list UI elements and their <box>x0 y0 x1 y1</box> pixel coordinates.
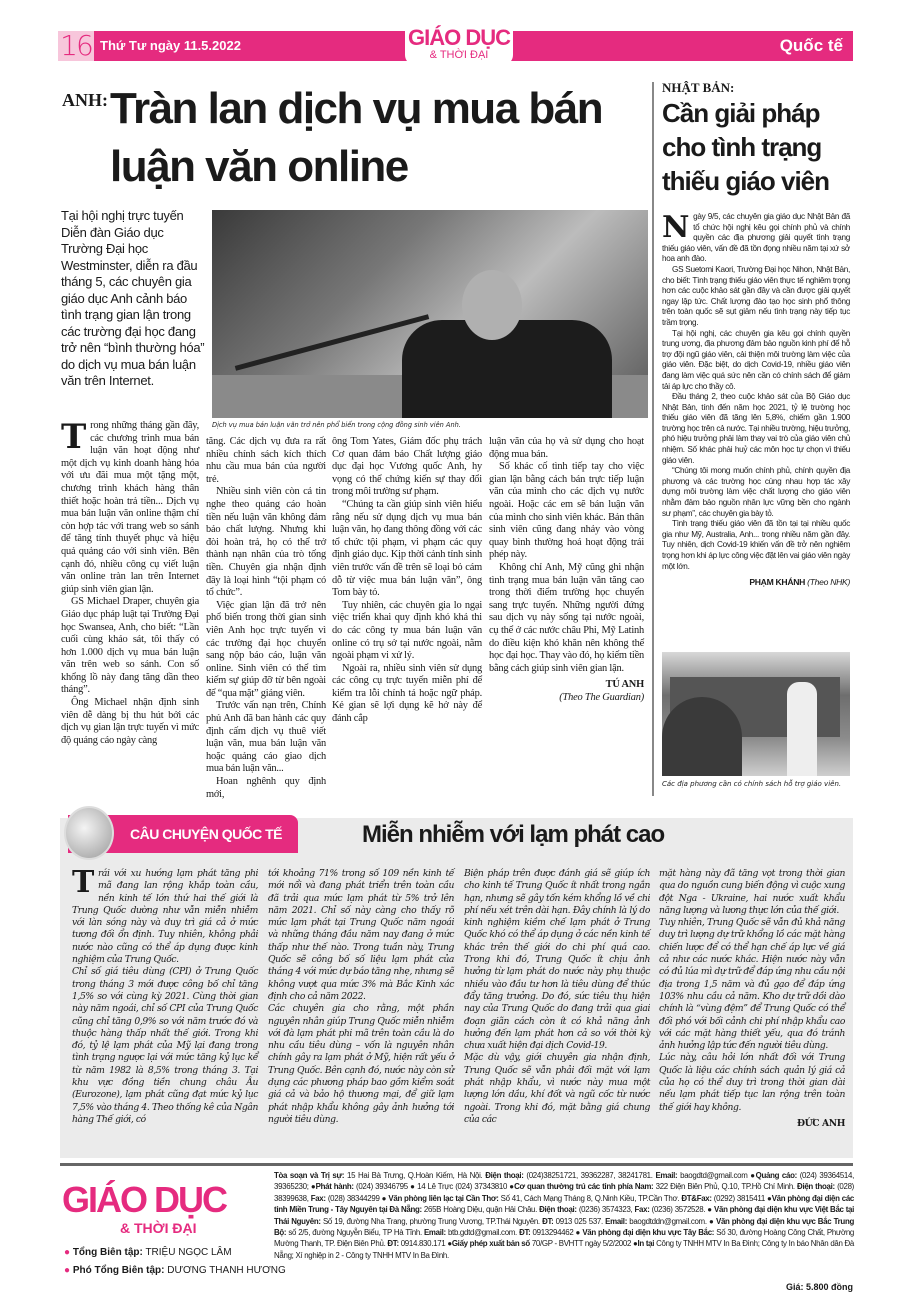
paragraph: Tuy nhiên, các chuyên gia lo ngại việc triển khai quy định khó khả thi do các công ty mua bán luận văn online có trụ sở tại nước ngoài, nằm ngoài phạm vi xử lý. <box>332 599 482 662</box>
info-label: ●In tại <box>633 1239 655 1249</box>
paragraph: Trái với xu hướng lạm phát tăng phi mã đang lan rộng khắp toàn cầu, nền kinh tế lớn thứ hai thế giới là Trung Quốc dường như vẫn miễn nhiễm với làn sóng này và duy trì giá cả ở mức tương đối ổn định. Tuy nhiên, không phải nước nào cũng có thể áp dụng được kinh nghiệm của Trung Quốc. <box>72 865 258 966</box>
paragraph: Tuy nhiên, Trung Quốc sẽ vẫn đủ khả năng duy trì lượng dự trữ khổng lồ các mặt hàng chiến lược để có thể hạn chế áp lực về giá cả như các nước khác. Hiện nước này vẫn có đủ lúa mì dự trữ để đáp ứng nhu cầu nội địa trong 1,5 năm và đủ gạo để đáp ứng 103% nhu cầu cả năm. Kho dự trữ dồi dào chính là “vùng đệm” để Trung Quốc có thể đối phó với bối cảnh chi phí nhập khẩu cao với các mặt hàng thiết yếu, qua đó tránh ảnh hưởng lập tức đến người tiêu dùng. <box>659 917 845 1052</box>
photo-caption: Các địa phương cần có chính sách hỗ trợ giáo viên. <box>662 780 842 788</box>
side-headline: Cần giải pháp cho tình trạng thiếu giáo viên <box>662 98 830 196</box>
info-text: 0913 025 537. <box>553 1216 606 1226</box>
paragraph: Biện pháp trên được đánh giá sẽ giúp ích cho kinh tế Trung Quốc ít nhất trong ngắn hạn, nhưng sẽ gây tốn kém khổng lồ về chi phí nếu xét trên dài hạn. Đây chính là lý do kinh nghiệm kiềm chế lạm phát ở Trung Quốc khó có thể áp dụng ở các nền kinh tế khác trên thế giới do chi phí quá cao. Trong khi đó, Trung Quốc ít chịu ảnh hưởng từ lạm phát do nước này phụ thuộc nhiều vào đầu tư hơn là tiêu dùng để thúc đẩy tăng trưởng. Do đó, sức tiêu thụ hiện nay của Trung Quốc do đang trải qua giai đoạn giãn cách còn ít có khả năng ảnh hưởng đến lạm phát hơn cả so với thời kỳ chưa xuất hiện đại dịch Covid-19. <box>464 868 650 1052</box>
info-text: Số 19, đường Nha Trang, phường Trung Vương, TP.Thái Nguyên. <box>320 1216 543 1226</box>
info-text: Số 30, đường Hoàng Công Chất, Phường Mường Thanh, TP. Điện Biên Phủ. <box>274 1228 854 1249</box>
info-text: (024) 39364514, 39365230; <box>274 1171 854 1192</box>
info-label: ●Cơ quan thường trú các tỉnh phía Nam: <box>509 1182 654 1192</box>
price: Giá: 5.800 đồng <box>785 1282 853 1292</box>
section-name: Quốc tế <box>779 36 843 55</box>
logo-line2: & THỜI ĐẠI <box>429 49 489 61</box>
paragraph: Các chuyên gia cho rằng, một phần nguyên nhân giúp Trung Quốc miễn nhiễm với đà lạm phát phi mã trên toàn cầu là do nhu cầu tiêu dùng – vốn là nguyên nhân chính gây ra lạm phát ở Mỹ, hiện rất yếu ở Trung Quốc. Bên cạnh đó, nước này còn sử dụng các phương pháp bao gồm kiểm soát giá cả và bảo hộ thương mại, để giữ lạm phát nhập khẩu không gây ảnh hưởng tới người tiêu dùng. <box>268 1003 454 1125</box>
paragraph: Việc gian lận đã trở nên phổ biến trong thời gian sinh viên Anh học trực tuyến vì các trường đại học chuyển sang nộp báo cáo, luận văn online. Sinh viên có thể tìm kiếm sự giúp đỡ từ bên ngoài để “qua mặt” giảng viên. <box>206 599 326 699</box>
paragraph: Ông Michael nhận định sinh viên dễ dàng bị thu hút bởi các dịch vụ gian lận trực tuyến vì mức độ quảng cáo ngày càng <box>61 697 199 746</box>
info-label: Fax: <box>634 1205 650 1215</box>
info-text: (028) 38399638, <box>274 1182 855 1203</box>
info-text: (028) 38344299 <box>325 1193 382 1203</box>
main-column-2 <box>206 436 326 801</box>
info-label: ● Văn phòng liên lạc tại Cần Thơ: <box>381 1193 499 1203</box>
feature-column-4 <box>659 868 845 1130</box>
paragraph: ông Tom Yates, Giám đốc phụ trách Cơ quan đảm bảo Chất lượng giáo dục đại học Vương quốc Anh, hy vọng có thể chứng kiến sự thay đổi trong môi trường sư phạm. <box>332 436 482 498</box>
info-label: Fax: <box>310 1193 326 1203</box>
paragraph: Trước vấn nạn trên, Chính phủ Anh đã ban hành các quy định cấm dịch vụ thuê viết luận văn, mua bán luận văn hoặc quảng cáo giao dịch mua bán luận văn... <box>206 700 326 775</box>
main-column-1 <box>61 417 199 747</box>
footer-logo: GIÁO DỤC <box>62 1179 226 1220</box>
side-byline: PHẠM KHÁNH (Theo NHK) <box>749 577 850 588</box>
main-column-4 <box>489 436 644 704</box>
paragraph: tăng. Các dịch vụ đưa ra rất nhiều chính sách kích thích nhu cầu mua bán của người trẻ. <box>206 436 326 485</box>
side-kicker: NHẬT BẢN: <box>662 80 735 95</box>
author: TÚ ANH <box>605 679 644 691</box>
drop-cap: N <box>662 210 690 245</box>
paragraph: Chỉ số giá tiêu dùng (CPI) ở Trung Quốc trong tháng 3 mới được công bố chỉ tăng 1,5% so với cùng kỳ 2021. Cùng thời gian này năm ngoái, chỉ số CPI của Trung Quốc cũng chỉ tăng 0,9% so với năm trước đó và thuộc hàng thấp nhất thế giới. Trong khi đó, tỷ lệ lạm phát của Mỹ lại đang trong tình trạng ngược lại với mức tăng kỷ lục kể từ năm 1982 là 8,5% trong tháng 3. Tại khu vực đồng tiền chung châu Âu (Eurozone), lạm phát cũng đạt mức kỷ lục 7,5% vào tháng 4. Theo thống kê của Ngân hàng Thế giới, có <box>72 966 258 1125</box>
info-label: ĐT: <box>387 1239 399 1249</box>
info-label: ● Văn phòng đại diện khu vực Việt Bắc tại Thái Nguyên: <box>274 1205 855 1226</box>
feature-column-1 <box>72 865 258 1126</box>
feature-column-3 <box>464 868 650 1126</box>
page-number: 16 <box>58 31 94 61</box>
info-label: Tòa soạn và Trị sự: <box>274 1171 345 1180</box>
author: ĐỨC ANH <box>797 1117 845 1129</box>
info-text: (024)38251721, 39362287, 38241781. <box>523 1171 656 1180</box>
info-label: ● Văn phòng đại diện khu vực Tây Bắc: <box>575 1228 715 1238</box>
globe-icon <box>64 806 114 860</box>
info-text: btb.gdtd@gmail.com. <box>445 1228 520 1238</box>
info-text: 322 Điện Biên Phủ, Q.10, TP.Hồ Chí Minh. <box>653 1182 798 1192</box>
info-text: (0236) 3574323, <box>576 1205 635 1215</box>
paragraph: Ngày 9/5, các chuyên gia giáo dục Nhật Bản đã tổ chức hội nghị kêu gọi chính phủ và chính quyền các địa phương giải quyết tình trạng thiếu giáo viên, vấn đề đã tồn đọng nhiều năm tại xứ sở hoa anh đào. <box>662 210 850 264</box>
footer-logo-sub: & THỜI ĐẠI <box>120 1220 197 1236</box>
info-text: (024) 39346795 ● 14 Lê Trực (024) 37343810 <box>353 1182 510 1192</box>
info-text: (0292) 3815411 <box>711 1193 768 1203</box>
student-laptop-photo <box>212 210 648 418</box>
info-text: 15 Hai Bà Trưng, Q.Hoàn Kiếm, Hà Nội. <box>344 1171 486 1180</box>
photo-caption: Dịch vụ mua bán luận văn trở nên phổ biến trong cộng đồng sinh viên Anh. <box>212 421 461 429</box>
info-text: Số 41, Cách Mạng Tháng 8, Q.Ninh Kiều, TP.Cần Thơ. <box>498 1193 682 1203</box>
drop-cap: T <box>72 865 94 900</box>
source: (Theo The Guardian) <box>559 691 644 703</box>
main-kicker: ANH: <box>62 90 108 110</box>
editor-in-chief: ● Tổng Biên tập: TRIỆU NGỌC LÂM <box>64 1247 232 1258</box>
deputy-editor: ● Phó Tổng Biên tập: DƯƠNG THANH HƯƠNG <box>64 1265 286 1276</box>
info-label: ĐT: <box>542 1216 554 1226</box>
paragraph: GS Suetomi Kaori, Trường Đại học Nihon, Nhật Bản, cho biết: Tình trạng thiếu giáo viên thực tế nghiêm trọng hơn các cuộc khảo sát gần đây và cần được giải quyết ngay lập tức. Chất lượng đào tạo học sinh phổ thông trên toàn quốc sẽ sụt giảm nếu tình trạng này tiếp tục trầm trọng. <box>662 264 850 327</box>
paragraph: Tại hội nghị, các chuyên gia kêu gọi chính quyền trung ương, địa phương đảm bảo nguồn kinh phí để hỗ trợ đội ngũ giáo viên, cải thiện môi trường làm việc của giáo viên. Đặc biệt, do dịch Covid-19, nhiều giáo viên đang làm việc quá sức nên cần có chính sách để giảm tải áp lực cho thầy cô. <box>662 328 850 391</box>
paragraph: Hoan nghênh quy định mới, <box>206 776 326 800</box>
paragraph: Nhiều sinh viên còn cả tin nghe theo quảng cáo hoàn tiền nếu luận văn không đảm bảo chất lượng. Nhưng khi đòi hoàn trả, họ có thể trở thành nạn nhân của trò tống tiền. Chuyên gia nhận định đây là loại hình “tội phạm có tổ chức”. <box>206 486 326 599</box>
info-label: ●Giấy phép xuất bản số <box>447 1239 530 1249</box>
paragraph: GS Michael Draper, chuyên gia Giáo dục pháp luật tại Trường Đại học Swansea, Anh, cho biết: “Lần cuối cùng khảo sát, tôi thấy có hơn 1.000 dịch vụ mua bán luận văn trên web so sánh. Con số khổng lồ này đang tăng dần theo tháng”. <box>61 596 199 696</box>
info-text: 0914.830.171 <box>398 1239 448 1249</box>
paragraph: Lúc này, câu hỏi lớn nhất đối với Trung Quốc là liệu các chính sách quản lý giá cả của họ có thể duy trì trong thời gian dài nếu lạm phát tiếp tục lan rộng trên toàn thế giới hay không. <box>659 1052 845 1113</box>
footer-rule <box>60 1163 853 1166</box>
paragraph: Không chỉ Anh, Mỹ cũng ghi nhận tình trạng mua bán luận văn tăng cao trong thời điểm trường học chuyển sang trực tuyến. Những người đứng sau dịch vụ này sống tại nước ngoài, cụ thể ở các nước châu Phi, Mỹ Latinh do điều kiện khó khăn nên không thể học đại học. Thay vào đó, họ kiếm tiền bằng cách giúp sinh viên gian lận. <box>489 561 644 674</box>
info-text: 70/GP - BVHTT ngày 5/2/2002 <box>529 1239 633 1249</box>
info-label: Email: <box>605 1216 628 1226</box>
feature-headline: Miễn nhiễm với lạm phát cao <box>362 821 665 848</box>
info-label: ĐT&Fax: <box>681 1193 712 1203</box>
feature-label: CÂU CHUYỆN QUỐC TẾ <box>130 826 283 842</box>
info-label: Điện thoại: <box>485 1171 524 1180</box>
paragraph: tới khoảng 71% trong số 109 nền kinh tế mới nổi và đang phát triển trên toàn cầu đã trải qua mức lạm phát từ 5% trở lên năm 2021. Chỉ số này càng cho thấy rõ mức lạm phát tại Trung Quốc năm ngoái và những tháng đầu năm nay đang ở mức thấp như thế nào. Trong tuần này, Trung Quốc sẽ công bố số liệu lạm phát của tháng 4 với mức dự báo tăng nhẹ, nhưng sẽ không vượt qua mức 3% mà Bắc Kinh xác định cho cả năm 2022. <box>268 868 454 1002</box>
issue-date: Thứ Tư ngày 11.5.2022 <box>100 38 241 53</box>
paragraph: Mặc dù vậy, giới chuyên gia nhận định, Trung Quốc sẽ vẫn phải đối mặt với lạm phát nhập khẩu, vì nước này mua một lượng lớn dầu, khí đốt và ngũ cốc từ nước ngoài. Trong khi đó, mặt bằng giá chung của các <box>464 1052 650 1125</box>
feature-column-2 <box>268 868 454 1126</box>
info-text: 265B Hoàng Diệu, quận Hải Châu. <box>421 1205 540 1215</box>
classroom-photo <box>662 652 850 776</box>
info-label: Điện thoại: <box>539 1205 577 1215</box>
info-text: baogdtd@gmail.com <box>677 1171 751 1180</box>
masthead-logo <box>405 27 513 65</box>
info-text: số 2/5, đường Nguyễn Biểu, TP Hà Tĩnh. <box>286 1228 424 1238</box>
paragraph: Đầu tháng 2, theo cuộc khảo sát của Bộ Giáo dục Nhật Bản, tính đến năm học 2021, tỷ lệ trường học thiếu giáo viên đã tăng lên 5,8%, chiếm gần 1.900 trường học trên cả nước. Tại nhiều trường, hiệu trưởng, phó hiệu trưởng phải làm thay vai trò của giáo viên chủ nhiệm. Số khác phải huỷ các môn học tự chọn vì thiếu giáo viên. <box>662 392 850 465</box>
paragraph: Số khác cố tình tiếp tay cho việc gian lận bằng cách bán trực tiếp luận văn của mình cho các dịch vụ nước ngoài. Hoặc các em sẽ bán luận văn của mình cho sinh viên khác. Bản thân sinh viên cũng đang nhảy vào vòng quay bình thường hoá hoạt động trái phép này. <box>489 461 644 561</box>
info-text: Công ty TNHH MTV In Ba Đình; Công ty In báo Nhân dân Đà Nẵng; Xí nghiệp in 2 - Công ty TNHH MTV In Ba Đình. <box>274 1239 855 1260</box>
paragraph: Ngoài ra, nhiều sinh viên sử dụng các công cụ trực tuyến miễn phí để kiểm tra lỗi chính tả hoặc ngữ pháp. Kẻ gian sẽ lợi dụng kẽ hở này để đánh cắp <box>332 662 482 725</box>
paragraph: mặt hàng này đã tăng vọt trong thời gian qua do nguồn cung biến động vì cuộc xung đột Nga - Ukraine, hai nước xuất khẩu năng lượng và lương thực lớn của thế giới. <box>659 868 845 916</box>
info-label: ●Phát hành: <box>310 1182 354 1192</box>
info-label: ●Văn phòng đại diện các tỉnh Miền Trung - Tây Nguyên tại Đà Nẵng: <box>274 1193 855 1215</box>
main-column-3 <box>332 436 482 726</box>
paragraph: luận văn của họ và sử dụng cho hoạt động mua bán. <box>489 436 644 460</box>
main-lede: Tại hội nghị trực tuyến Diễn đàn Giáo dục Trường Đại học Westminster, diễn ra đầu tháng 5, các chuyên gia giáo dục Anh cảnh báo tình trạng gian lận trong các trường đại học đang trở nên “bình thường hóa” do dịch vụ mua bán luận văn trên Internet. <box>61 208 205 388</box>
column-divider <box>652 82 654 796</box>
paragraph: Tình trạng thiếu giáo viên đã tồn tại tại nhiều quốc gia như Mỹ, Australia, Anh... trong nhiều năm gần đây. Tuy nhiên, dịch Covid-19 khiến vấn đề trở nên nghiêm trọng hơn khi áp lực công việc đặt lên vai giáo viên ngày một lớn. <box>662 519 850 571</box>
info-label: Email: <box>655 1171 678 1180</box>
info-label: Email: <box>423 1228 446 1238</box>
main-headline: Tràn lan dịch vụ mua bán luận văn online <box>110 84 603 191</box>
paragraph: “Chúng ta cần giúp sinh viên hiểu rằng nếu sử dụng dịch vụ mua bán luận văn, họ đang thông đồng với các tổ chức tội phạm, vi phạm các quy định giáo dục. Kịp thời cảnh tỉnh sinh viên trước vấn đề trên sẽ loại bỏ cám dỗ từ việc mua bán luận văn”, ông Tom bày tỏ. <box>332 498 482 599</box>
info-text: (0236) 3572528. <box>649 1205 708 1215</box>
paragraph: Trong những tháng gần đây, các chương trình mua bán luận văn hoạt động như một dịch vụ kinh doanh hàng hóa với ưu đãi mua một tặng một, chương trình khách hàng thân thiết hoặc hoàn trả tiền... Dịch vụ mua bán luận văn online thậm chí còn hợp tác với trang web so sánh để tăng tính thuyết phục và hiệu quả quảng cáo với sinh viên. Bên cạnh đó, nhiều công cụ viết luận văn online tràn lan trên Internet giúp sinh viên gian lận. <box>61 417 199 595</box>
drop-cap: T <box>61 417 87 457</box>
info-label: ● Văn phòng đại diện khu vực Bắc Trung Bộ: <box>274 1216 854 1238</box>
publication-info <box>274 1170 854 1261</box>
info-text: baogdtddn@gmail.com. <box>627 1216 709 1226</box>
info-label: ĐT: <box>519 1228 531 1238</box>
logo-line1: GIÁO DỤC <box>408 25 510 50</box>
info-label: Điện thoại: <box>797 1182 835 1192</box>
info-label: ●Quảng cáo: <box>750 1171 797 1180</box>
info-text: 0913294462 <box>530 1228 576 1238</box>
paragraph: “Chúng tôi mong muốn chính phủ, chính quyền địa phương và các trường học cùng nhau hợp tác xây dựng môi trường làm việc chất lượng cho giáo viên nhằm đảm bảo nguồn nhân lực vững bền cho ngành sư phạm”, các chuyên gia bày tỏ. <box>662 466 850 518</box>
side-body <box>662 212 850 588</box>
